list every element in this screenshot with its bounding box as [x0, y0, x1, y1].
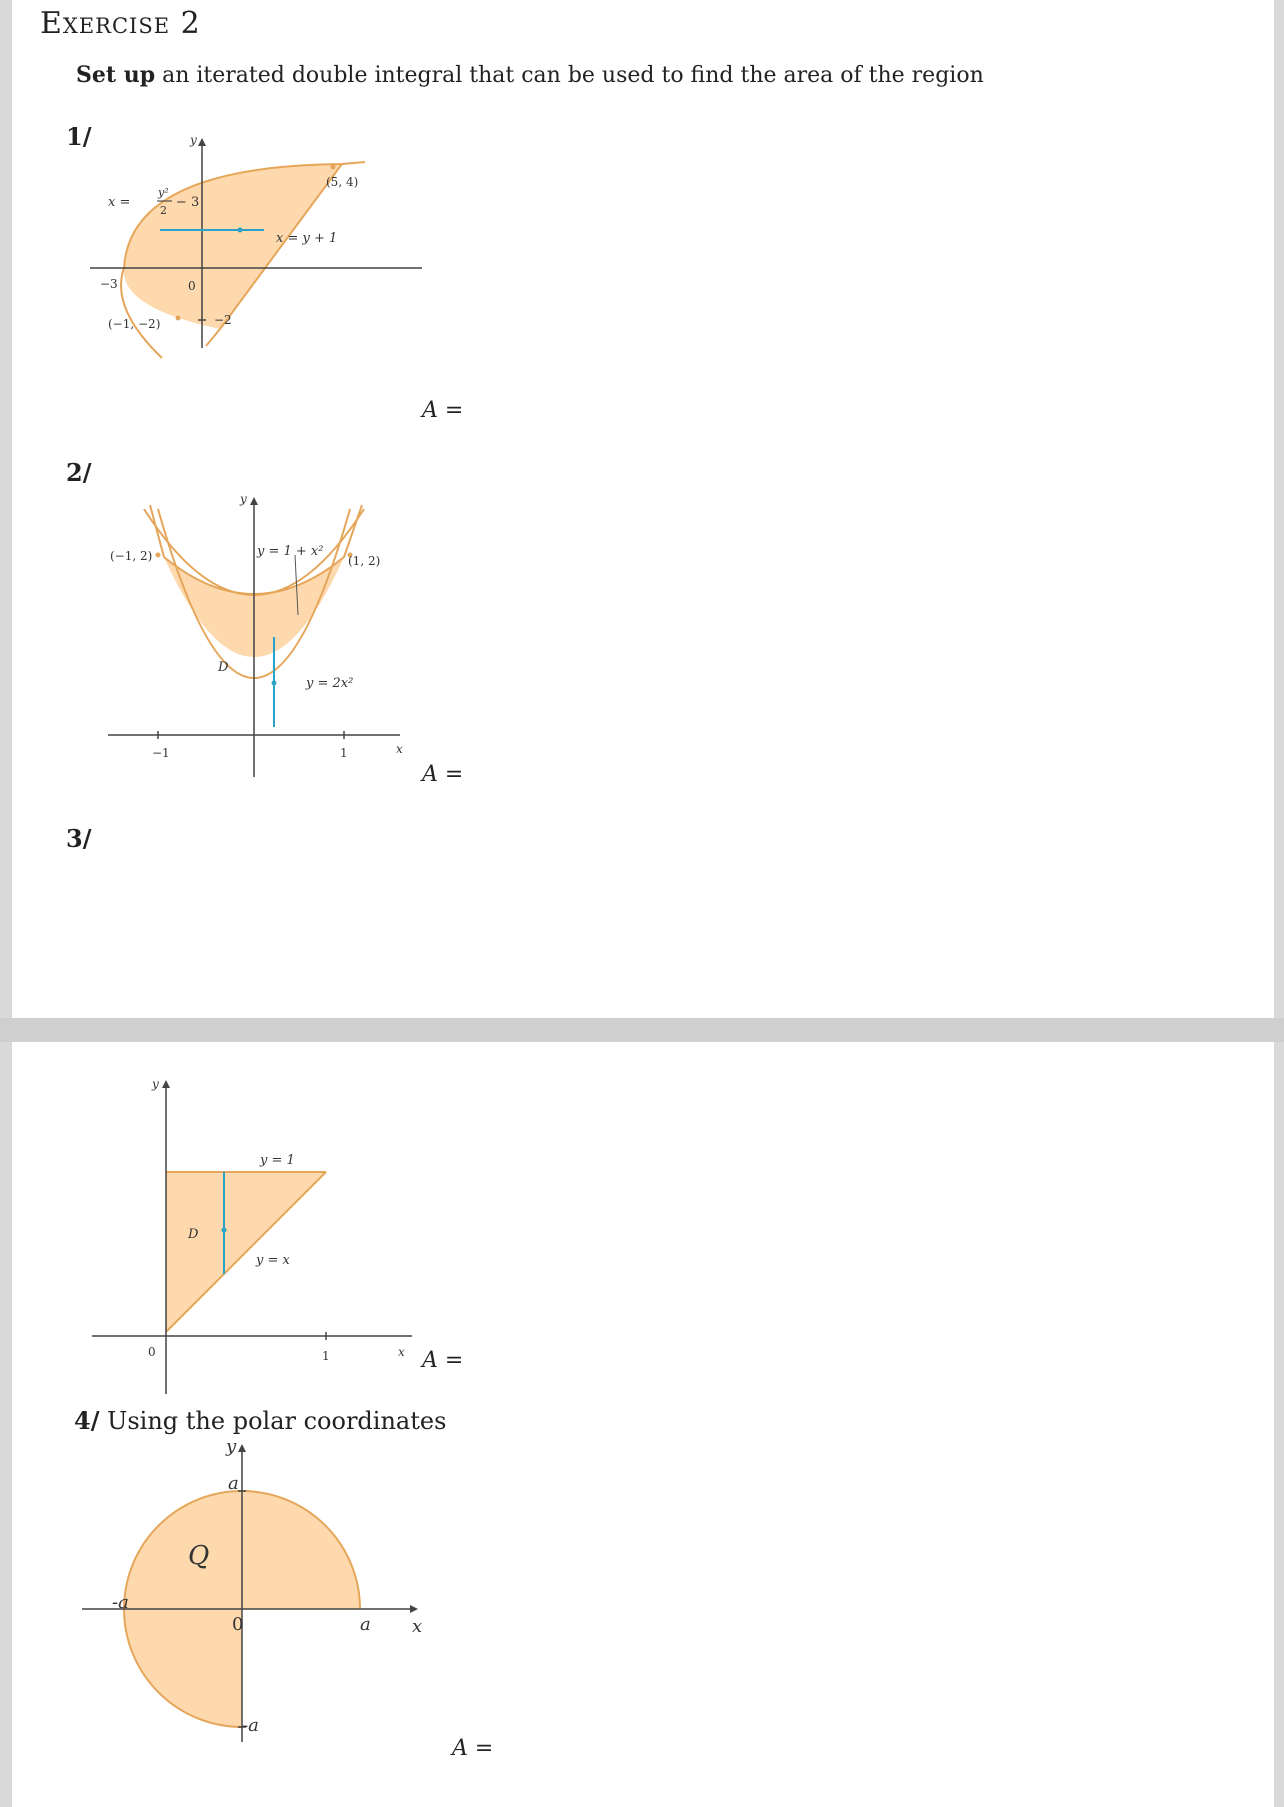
point-left [156, 553, 161, 558]
region-label: D [188, 1227, 199, 1242]
region-label: Q [188, 1541, 210, 1571]
point-right-label: (1, 2) [348, 554, 381, 568]
curve-tail: − 3 [176, 195, 200, 210]
y-axis-arrow [250, 497, 258, 505]
problem-2-area: A = [422, 762, 464, 787]
instruction-bold: Set up [76, 62, 156, 88]
document-page-1 [12, 0, 1274, 1018]
problem-4-text: Using the polar coordinates [107, 1407, 447, 1435]
tick-1-label: 1 [322, 1349, 330, 1363]
region-label: D [218, 660, 229, 675]
tick-0-label: 0 [232, 1614, 244, 1635]
y-axis-label: y [152, 1077, 159, 1091]
x-axis-label: x [398, 1345, 405, 1359]
y-axis-label: y [240, 492, 247, 506]
problem-2-number: 2/ [66, 458, 92, 487]
top-label: y = 1 [260, 1153, 295, 1168]
y-axis-arrow [162, 1080, 170, 1088]
tick-neg3-label: −3 [100, 277, 118, 291]
document-page-2 [12, 1042, 1274, 1807]
tick-a-right-label: a [360, 1614, 371, 1635]
problem-1-area: A = [422, 398, 464, 423]
instruction-rest: an iterated double integral that can be used to find the area of the region [155, 63, 984, 88]
problem-4-area: A = [452, 1736, 494, 1761]
region-1 [124, 164, 342, 329]
tick-0-label: 0 [188, 279, 196, 293]
point-bottom [176, 316, 181, 321]
y-axis-label: y [226, 1436, 237, 1457]
x-axis-label: x [396, 742, 403, 756]
y-axis-label: y [190, 133, 197, 147]
y-axis-arrow [198, 138, 206, 146]
tick-0-label: 0 [148, 1345, 156, 1359]
instruction-text [76, 62, 984, 88]
tick-neg2-label: −2 [214, 313, 232, 327]
problem-1-number: 1/ [66, 122, 92, 151]
lower-label: y = 2x² [306, 676, 354, 691]
problem-3-area: A = [422, 1348, 464, 1373]
tick-a-top-label: a [228, 1473, 239, 1494]
curve-num: y² [158, 186, 169, 199]
figure-3 [92, 1077, 422, 1363]
exercise-heading: Exercise 2 [40, 6, 201, 41]
tick-neg1-label: −1 [152, 746, 170, 760]
problem-3-number: 3/ [66, 824, 92, 853]
x-axis-label: x [412, 1616, 423, 1637]
upper-label: y = 1 + x² [257, 544, 324, 559]
diag-label: y = x [256, 1253, 290, 1268]
curve-lhs: x = [108, 195, 131, 210]
line-label: x = y + 1 [276, 231, 338, 246]
point-left-label: (−1, 2) [110, 549, 153, 563]
x-axis-arrow [410, 1605, 418, 1613]
page-separator [0, 1018, 1284, 1042]
tick-neg-a-left-label: -a [112, 1592, 129, 1613]
figure-4 [82, 1436, 442, 1742]
curve-den: 2 [160, 204, 167, 217]
point-bottom-label: (−1, −2) [108, 317, 161, 331]
y-axis-arrow [238, 1444, 246, 1452]
problem-4-number: 4/ [74, 1406, 100, 1435]
tick-neg-a-bottom-label: -a [242, 1715, 259, 1736]
point-top [331, 165, 336, 170]
figure-2 [100, 492, 430, 785]
point-top-label: (5, 4) [326, 175, 359, 189]
tick-1-label: 1 [340, 746, 348, 760]
figure-1 [70, 133, 440, 418]
problem-4-title [74, 1406, 446, 1435]
